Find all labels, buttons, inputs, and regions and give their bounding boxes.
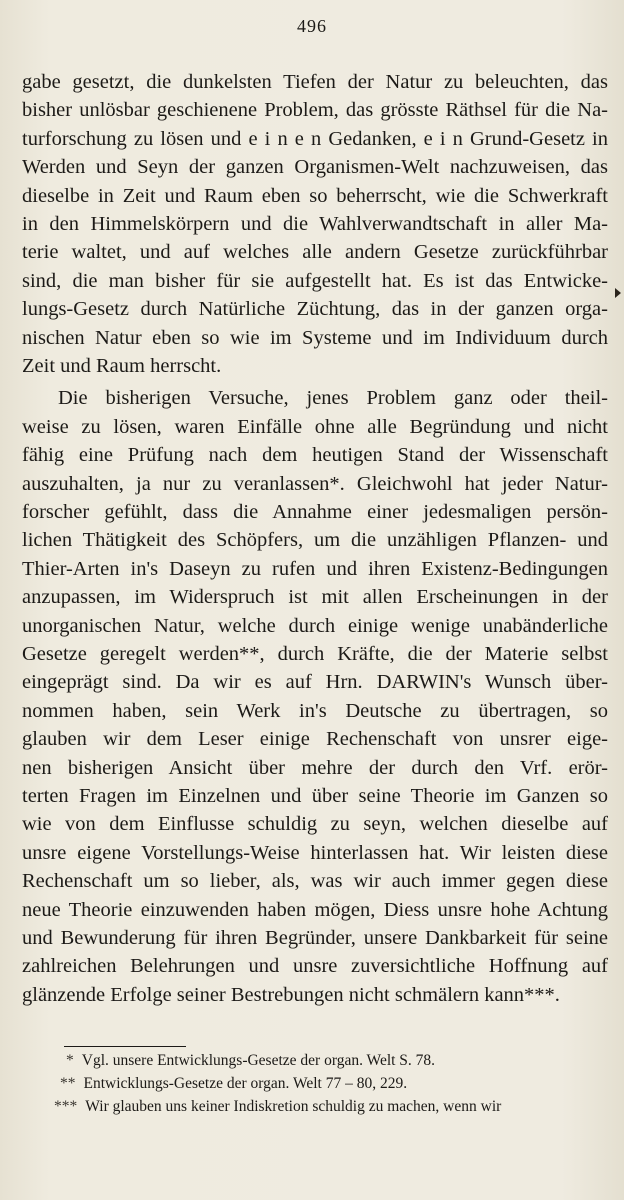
page-number: 496: [297, 16, 327, 36]
text-line: nischen Natur eben so wie im Systeme und im Individuum durch: [22, 326, 608, 349]
footnote-2: [60, 1074, 407, 1094]
footnote-text: Entwicklungs-Gesetze der organ. Welt 77 – 80, 229.: [83, 1075, 408, 1092]
text-line: Zeit und Raum herrscht.: [22, 355, 222, 377]
footnote-text: Wir glauben uns keiner Indiskretion schuldig zu machen, wenn wir: [85, 1098, 502, 1115]
text-line: Rechenschaft um so lieber, als, was wir auch immer gegen diese: [22, 870, 608, 893]
text-line: dieselbe in Zeit und Raum eben so beherrscht, wie die Schwerkraft: [22, 184, 608, 207]
margin-mark: [615, 288, 621, 298]
text-line: auszuhalten, ja nur zu veranlassen*. Gleichwohl hat jeder Natur-: [22, 472, 608, 495]
footnote-text: Vgl. unsere Entwicklungs-Gesetze der organ. Welt S. 78.: [81, 1052, 436, 1069]
footnote-mark: *: [66, 1052, 74, 1069]
text-line: in den Himmelskörpern und die Wahlverwandtschaft in aller Ma-: [22, 213, 608, 235]
text-line: Thier-Arten in's Daseyn zu rufen und ihren Existenz-Bedingungen: [22, 557, 608, 580]
text-line: gabe gesetzt, die dunkelsten Tiefen der Natur zu beleuchten, das: [22, 71, 608, 93]
text-line: und Bewunderung für ihren Begründer, unsere Dankbarkeit für seine: [22, 927, 608, 949]
text-line: wie von dem Einflusse schuldig zu seyn, welchen dieselbe auf: [22, 813, 608, 836]
text-line: forscher gefühlt, dass die Annahme einer jedesmaligen persön-: [22, 501, 608, 523]
text-line: turforschung zu lösen und e i n e n Gedanken, e i n Grund-Gesetz in: [22, 127, 608, 150]
text-line: bisher unlösbar geschienene Problem, das grösste Räthsel für die Na-: [22, 99, 608, 122]
text-line: lichen Thätigkeit des Schöpfers, um die unzähligen Pflanzen- und: [22, 529, 608, 552]
text-line: Werden und Seyn der ganzen Organismen-Welt nachzuweisen, das: [22, 156, 608, 179]
text-line: terie waltet, und auf welches alle andern Gesetze zurückführbar: [22, 241, 608, 264]
footnote-rule: [64, 1046, 186, 1047]
text-line: nen bisherigen Ansicht über mehre der durch den Vrf. erör-: [22, 756, 608, 779]
footnote-1: [66, 1051, 435, 1071]
text-line: glauben wir dem Leser einige Rechenschaft von unsrer eige-: [22, 728, 608, 751]
text-line: neue Theorie einzuwenden haben mögen, Diess unsre hohe Achtung: [22, 898, 608, 921]
footnote-mark: **: [60, 1075, 76, 1092]
text-line: glänzende Erfolge seiner Bestrebungen nicht schmälern kann***.: [22, 983, 560, 1006]
footnote-mark: ***: [54, 1098, 78, 1115]
text-line: terten Fragen im Einzelnen und über seine Theorie im Ganzen so: [22, 785, 608, 807]
text-line: Gesetze geregelt werden**, durch Kräfte, die der Materie selbst: [22, 643, 608, 665]
text-line: zahlreichen Belehrungen und unsre zuversichtliche Hoffnung auf: [22, 955, 608, 978]
text-line: unorganischen Natur, welche durch einige wenige unabänderliche: [22, 614, 608, 637]
text-line: fähig eine Prüfung nach dem heutigen Stand der Wissenschaft: [22, 444, 608, 467]
text-line: nommen haben, sein Werk in's Deutsche zu übertragen, so: [22, 699, 608, 722]
text-line: unsre eigene Vorstellungs-Weise hinterlassen hat. Wir leisten diese: [22, 841, 608, 864]
text-line: Die bisherigen Versuche, jenes Problem ganz oder theil-: [58, 387, 608, 410]
text-line: sind, die man bisher für sie aufgestellt hat. Es ist das Entwicke-: [22, 269, 608, 292]
text-line: eingeprägt sind. Da wir es auf Hrn. DARWIN's Wunsch über-: [22, 671, 608, 694]
text-line: anzupassen, im Widerspruch ist mit allen Erscheinungen in der: [22, 586, 608, 609]
text-line: lungs-Gesetz durch Natürliche Züchtung, das in der ganzen orga-: [22, 298, 608, 321]
text-line: weise zu lösen, waren Einfälle ohne alle Begründung und nicht: [22, 415, 608, 438]
footnote-3: [54, 1097, 501, 1117]
